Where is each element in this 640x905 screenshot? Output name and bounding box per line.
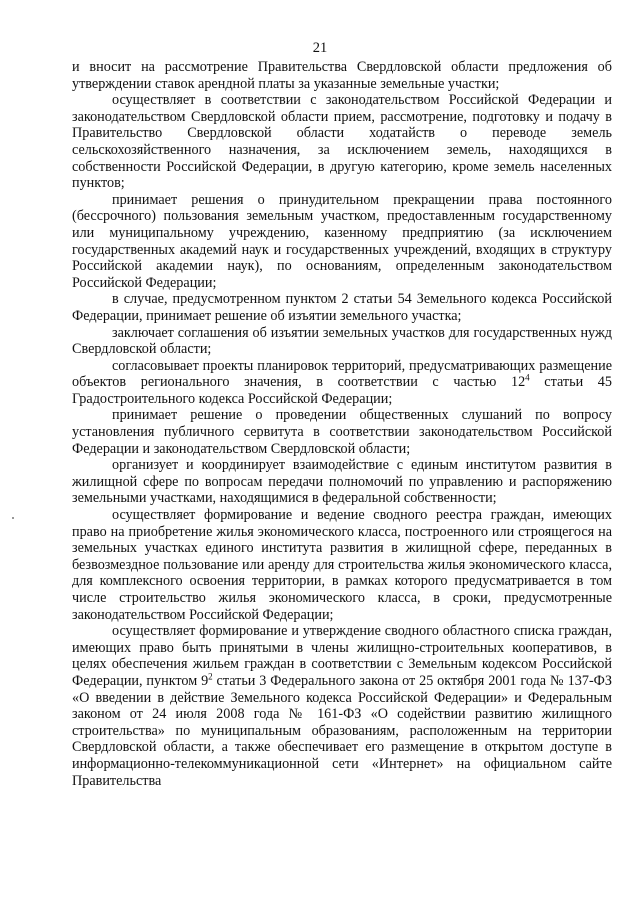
paragraph-housing-institute: организует и координирует взаимодействие с единым институтом развития в жилищной сфере по вопросам передачи полномочий по управлению и распоряжению земельными участками, находящимися в федеральной собственности;: [72, 457, 612, 507]
paragraph-continuation: и вносит на рассмотрение Правительства Свердловской области предложения об утверждении ставок арендной платы за указанные земельные участки;: [72, 59, 612, 92]
paragraph-seizure-agreements: заключает соглашения об изъятии земельных участков для государственных нужд Свердловской области;: [72, 324, 612, 358]
paragraph-land-transfer-petitions: осуществляет в соответствии с законодательством Российской Федерации и законодательством Свердловской области прием, рассмотрение, подготовку и подачу в Правительство Свердловской области ходатайств о переводе земель сельскохозяйственного назначения, за исключением земель, находящихся в собственности Российской Федерации, в другую категорию, кроме земель населенных пунктов;: [72, 92, 612, 192]
superscript: 2: [208, 671, 213, 682]
paragraph-text-part: статьи 45 Градостроительного кодекса Российской Федерации;: [72, 374, 612, 407]
paragraph-text-part: статьи 3 Федерального закона от 25 октября 2001 года № 137-ФЗ «О введении в действие Земельного кодекса Российской Федерации» и Федеральным законом от 24 июля 2008 года № 161-ФЗ «О содействии развитию жилищного строительства» по муниципальным образованиям, расположенным на территории Свердловской области, а также обеспечивает его размещение в открытом доступе в информационно-телекоммуникационной сети «Интернет» на официальном сайте Правительства: [72, 672, 612, 789]
scan-artifact-dot: [12, 517, 14, 519]
superscript: 4: [525, 372, 530, 383]
document-body: [72, 59, 612, 789]
paragraph-land-seizure-decision: в случае, предусмотренном пунктом 2 статьи 54 Земельного кодекса Российской Федерации, принимает решение об изъятии земельного участка;: [72, 291, 612, 324]
paragraph-termination-of-rights: принимает решения о принудительном прекращении права постоянного (бессрочного) пользования земельным участком, предоставленным государственному или муниципальному учреждению, казенному предприятию (за исключением государственных академий наук и государственных учреждений, входящих в структуру Российской академии наук), по основаниям, определенным законодательством Российской Федерации;: [72, 191, 612, 291]
page-number: 21: [312, 40, 328, 56]
paragraph-cooperative-list: [72, 623, 612, 789]
paragraph-citizens-registry: осуществляет формирование и ведение сводного реестра граждан, имеющих право на приобретение жилья экономического класса, построенного или строящегося на земельных участках единого института развития в жилищной сфере, переданных в безвозмездное пользование или аренду для строительства жилья экономического класса, для комплексного освоения территории, в рамках которого предусматривается в том числе строительство жилья экономического класса, в сроки, предусмотренные законодательством Российской Федерации;: [72, 507, 612, 623]
paragraph-text-part: осуществляет формирование и утверждение сводного областного списка граждан, имеющих право быть принятыми в члены жилищно-строительных кооперативов, в целях обеспечения жильем граждан в соответствии с Земельным кодексом Российской Федерации, пунктом 9: [72, 623, 612, 689]
paragraph-territory-planning: [72, 358, 612, 408]
paragraph-public-hearings: принимает решение о проведении общественных слушаний по вопросу установления публичного сервитута в соответствии законодательством Российской Федерации и законодательством Свердловской области;: [72, 407, 612, 457]
paragraph-text-part: согласовывает проекты планировок территорий, предусматривающих размещение объектов регионального значения, в соответствии с частью 12: [72, 357, 612, 391]
